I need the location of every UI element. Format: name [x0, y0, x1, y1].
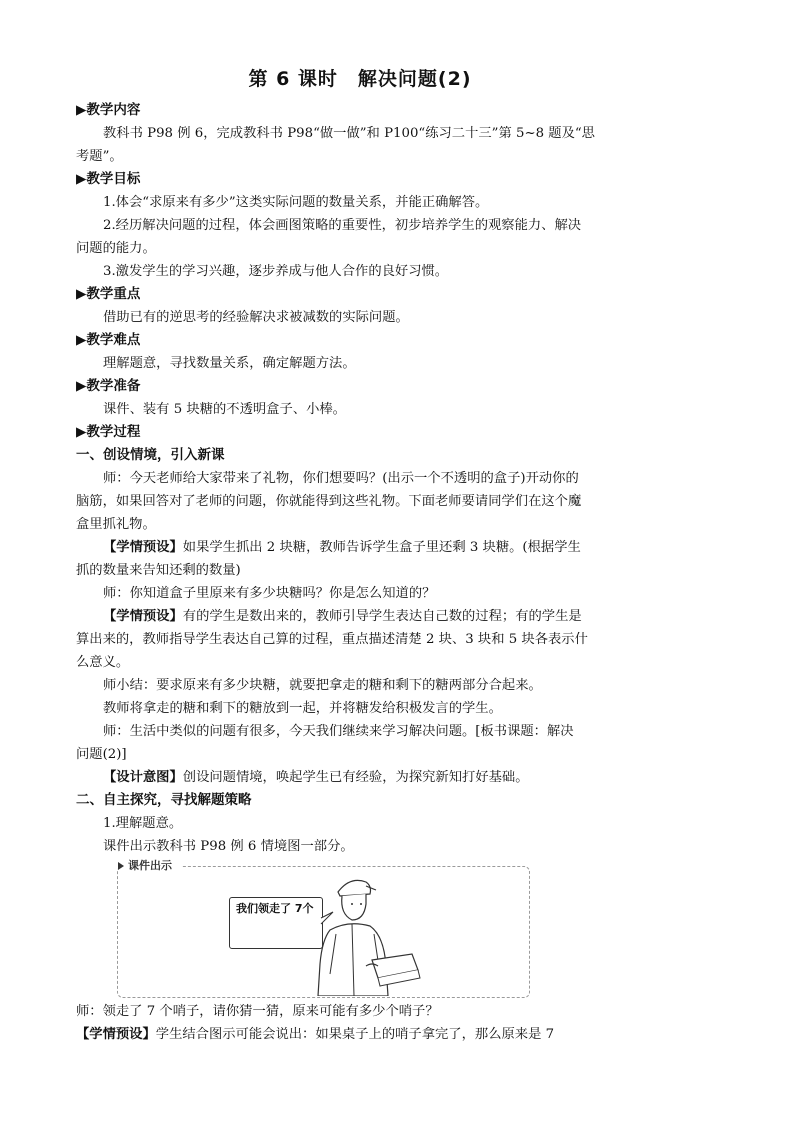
section-heading-content: ▶教学内容	[76, 102, 141, 118]
section-heading-prep: ▶教学准备	[76, 378, 141, 394]
part2-step-1: 1.理解题意。	[103, 816, 183, 831]
part1-design-intent	[103, 766, 716, 789]
part1-line-2: 脑筋，如果回答对了老师的问题，你就能得到这些礼物。下面老师要请同学们在这个魔	[76, 494, 582, 509]
prep-line: 课件、装有 5 块糖的不透明盒子、小棒。	[103, 402, 346, 417]
part2-show: 课件出示教科书 P98 例 6 情境图一部分。	[103, 839, 354, 854]
key-line: 借助已有的逆思考的经验解决求被减数的实际问题。	[103, 310, 409, 325]
section-heading-goals: ▶教学目标	[76, 171, 141, 187]
part1-praise: 教师将拿走的糖和剩下的糖放到一起，并将糖发给积极发言的学生。	[103, 701, 502, 716]
boy-illustration-icon	[300, 874, 430, 996]
preset-tag: 【学情预设】	[103, 609, 183, 624]
goal-line-2: 2.经历解决问题的过程，体会画图策略的重要性，初步培养学生的观察能力、解决	[103, 218, 582, 233]
part1-summary: 师小结：要求原来有多少块糖，就要把拿走的糖和剩下的糖两部分合起来。	[103, 678, 542, 693]
part1-intro-2: 问题(2)]	[76, 747, 127, 762]
content-line-2: 考题”。	[76, 149, 123, 164]
part1-preset-1	[103, 536, 716, 559]
preset-text: 有的学生是数出来的，教师引导学生表达自己数的过程；有的学生是	[182, 609, 582, 624]
preset-tag: 【学情预设】	[76, 1027, 156, 1042]
goal-line-3: 问题的能力。	[76, 241, 156, 256]
preset-text: 如果学生抓出 2 块糖，教师告诉学生盒子里还剩 3 块糖。(根据学生	[182, 540, 581, 555]
preset-text: 学生结合图示可能会说出：如果桌子上的哨子拿完了，那么原来是 7	[155, 1027, 555, 1042]
part1-question: 师：你知道盒子里原来有多少块糖吗？你是怎么知道的？	[103, 586, 436, 601]
figure-label: 课件出示	[118, 857, 182, 875]
preset-tag: 【学情预设】	[103, 540, 183, 555]
design-text: 创设问题情境，唤起学生已有经验，为探究新知打好基础。	[182, 770, 529, 785]
part1-preset-2	[103, 605, 716, 628]
part1-line-1: 师：今天老师给大家带来了礼物，你们想要吗？(出示一个不透明的盒子)开动你的	[103, 471, 579, 486]
page-title: 第 6 课时 解决问题(2)	[248, 68, 472, 90]
part1-intro-1: 师：生活中类似的问题有很多，今天我们继续来学习解决问题。[板书课题：解决	[103, 724, 574, 739]
difficulty-line: 理解题意，寻找数量关系，确定解题方法。	[103, 356, 356, 371]
section-heading-process: ▶教学过程	[76, 424, 141, 440]
part1-preset-2-cont-2: 么意义。	[76, 655, 130, 670]
content-line-1: 教科书 P98 例 6，完成教科书 P98“做一做”和 P100“练习二十三”第 5~8 题及“思	[103, 126, 595, 141]
section-heading-key: ▶教学重点	[76, 286, 141, 302]
section-heading-difficulty: ▶教学难点	[76, 332, 141, 348]
speech-bubble-text: 我们领走了 7个	[236, 902, 314, 915]
goal-line-4: 3.激发学生的学习兴趣，逐步养成与他人合作的良好习惯。	[103, 264, 449, 279]
part1-preset-1-cont: 抓的数量来告知还剩的数量)	[76, 563, 241, 578]
part2-heading: 二、自主探究，寻找解题策略	[76, 792, 252, 808]
goal-line-1: 1.体会“求原来有多少”这类实际问题的数量关系，并能正确解答。	[103, 195, 489, 210]
part2-preset	[76, 1023, 716, 1046]
design-tag: 【设计意图】	[103, 770, 183, 785]
part1-line-3: 盒里抓礼物。	[76, 517, 156, 532]
part2-question: 师：领走了 7 个哨子，请你猜一猜，原来可能有多少个哨子？	[76, 1004, 439, 1019]
part1-preset-2-cont-1: 算出来的，教师指导学生表达自己算的过程，重点描述清楚 2 块、3 块和 5 块各表示什	[76, 632, 588, 647]
part1-heading: 一、创设情境，引入新课	[76, 447, 225, 463]
